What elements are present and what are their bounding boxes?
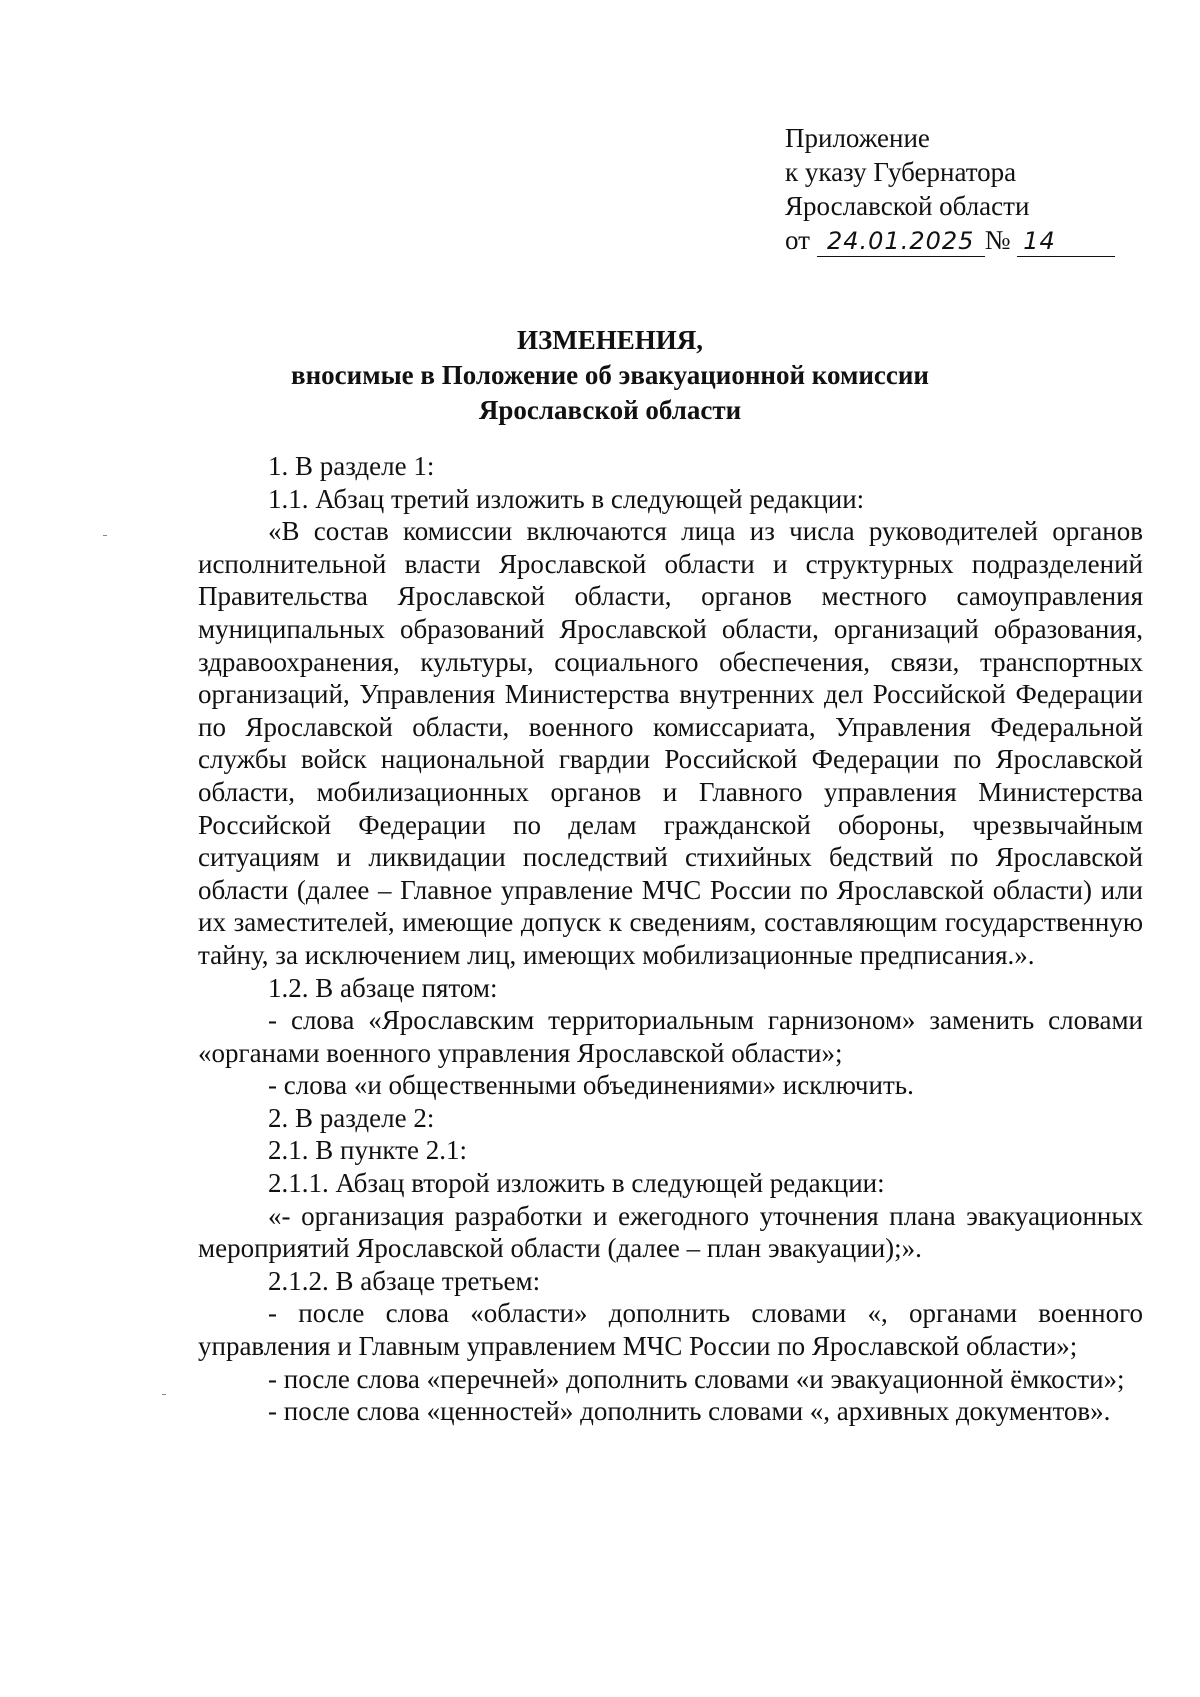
paragraph-9: 2.1.1. Абзац второй изложить в следующей редакции: (268, 1168, 885, 1199)
paragraph-1: 1. В разделе 1: (268, 451, 435, 481)
scan-speck (103, 535, 107, 536)
appendix-date-line (785, 223, 1115, 257)
handwritten-date: 24.01.2025 (817, 226, 985, 257)
paragraph-4: 1.2. В абзаце пятом: (268, 972, 498, 1003)
document-title (180, 323, 1040, 428)
handwritten-number: 14 (1017, 226, 1115, 257)
title-line-3: Ярославской области (478, 395, 742, 425)
appendix-block (785, 121, 1115, 257)
appendix-line-2: к указу Губернатора (785, 157, 1017, 187)
appendix-line-3: Ярославской области (785, 191, 1030, 221)
paragraph-11: 2.1.2. В абзаце третьем: (268, 1265, 541, 1296)
paragraph-5: - слова «Ярославским территориальным гарнизоном» заменить словами «органами военного управления Ярославской области»; (198, 1005, 1143, 1068)
appendix-line-1: Приложение (785, 123, 930, 153)
paragraph-10: «- организация разработки и ежегодного уточнения плана эвакуационных мероприятий Ярославской области (далее – план эвакуации);». (198, 1200, 1143, 1264)
from-label: от (785, 225, 810, 255)
scan-speck (162, 1394, 166, 1395)
title-line-2: вносимые в Положение об эвакуационной комиссии (291, 360, 929, 390)
paragraph-2: 1.1. Абзац третий изложить в следующей редакции: (268, 483, 865, 514)
document-body (198, 450, 1143, 1428)
paragraph-7: 2. В разделе 2: (268, 1102, 435, 1133)
paragraph-6: - слова «и общественными объединениями» исключить. (268, 1070, 914, 1101)
paragraph-14: - после слова «ценностей» дополнить словами «, архивных документов». (268, 1396, 1111, 1427)
paragraph-13: - после слова «перечней» дополнить словами «и эвакуационной ёмкости»; (268, 1363, 1125, 1394)
paragraph-12: - после слова «области» дополнить словами «, органами военного управления и Главным управлением МЧС России по Ярославской области»; (198, 1298, 1143, 1362)
paragraph-8: 2.1. В пункте 2.1: (268, 1135, 467, 1166)
paragraph-3: «В состав комиссии включаются лица из числа руководителей органов исполнительной власти Ярославской области и структурных подразделений Правительства Ярославской области, органов местного самоуправления муниципальных образований Ярославской области, организаций образования, здравоохранения, культуры, социального обеспечения, связи, транспортных организаций, Управления Министерства внутренних дел Российской Федерации по Ярославской области, военного комиссариата, Управления Федеральной службы войск национальной гвардии Российской Федерации по Ярославской области, мобилизационных органов и Главного управления Министерства Российской Федерации по делам гражданской обороны, чрезвычайным ситуациям и ликвидации последствий стихийных бедствий по Ярославской области (далее – Главное управление МЧС России по Ярославской области) или их заместителей, имеющие допуск к сведениям, составляющим государственную тайну, за исключением лиц, имеющих мобилизационные предписания.». (198, 516, 1143, 970)
number-label: № (984, 225, 1011, 255)
title-line-1: ИЗМЕНЕНИЯ, (516, 325, 703, 355)
